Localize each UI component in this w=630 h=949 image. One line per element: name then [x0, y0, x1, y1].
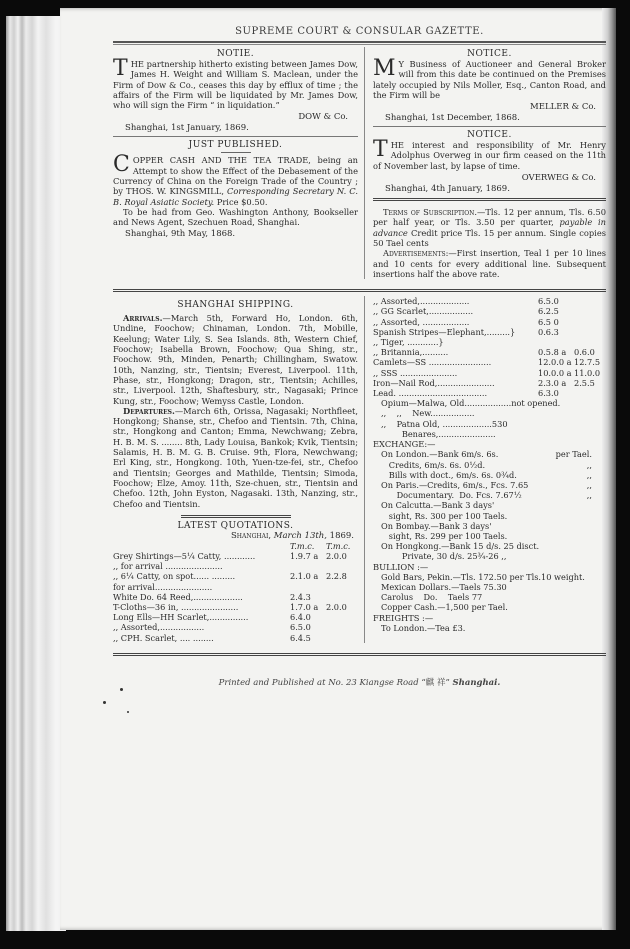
notice-signature: OVERWEG & Co.	[521, 173, 596, 184]
masthead: SUPREME COURT & CONSULAR GAZETTE.	[235, 26, 484, 37]
quote-line: Mexican Dollars.—Taels 75.30	[381, 582, 507, 593]
quote-row: ,, Assorted,................. 6.5.0	[113, 622, 311, 633]
quote-row: T-Cloths—36 in, ...................... 1.7.0 a 2.0.0	[113, 602, 347, 613]
divider	[373, 198, 606, 201]
notice-dateline: Shanghai, 9th May, 1868.	[125, 228, 236, 239]
freights-quotes	[373, 623, 606, 633]
imprint: Printed and Published at No. 23 Kiangse Road “麒 祥” Shanghai.	[218, 677, 501, 688]
quote-line: Carolus Do. Taels 77	[381, 592, 483, 603]
divider	[373, 126, 606, 127]
ink-speck	[103, 701, 106, 704]
quote-row: ,, GG Scarlet,................. 6.2.5	[373, 306, 559, 317]
exchange-quotes	[373, 449, 606, 561]
quotations-right-table	[373, 296, 606, 398]
quote-row: ,, SSS ...................... 10.0.0 a 11.0.0	[373, 367, 601, 378]
small-divider	[221, 152, 251, 153]
opium-quotes	[373, 398, 606, 439]
quote-line: Opium—Malwa, Old..................not opened.	[381, 398, 561, 409]
just-published-notice	[113, 140, 358, 238]
dropcap: T	[113, 56, 128, 81]
quote-row: ,, Tiger, ............}	[373, 336, 444, 347]
quote-line: On Hongkong.—Bank 15 d/s. 25 disct.	[381, 541, 540, 552]
quotations-left-table	[113, 551, 358, 643]
quote-row: Spanish Stripes—Elephant,.........} 0.6.3	[373, 326, 559, 337]
quote-line: To London.—Tea £3.	[381, 622, 466, 633]
overweg-notice	[373, 130, 606, 194]
exchange-title: EXCHANGE:—	[373, 439, 436, 449]
masthead-rule	[113, 41, 606, 45]
quote-row: ,, 6¼ Catty, on spot...... ......... 2.1.0 a 2.2.8	[113, 571, 347, 582]
quote-line: On Bombay.—Bank 3 days'	[381, 520, 492, 531]
notice-title: NOTICE.	[467, 130, 512, 141]
market-left-column	[113, 296, 365, 643]
page-content	[113, 20, 606, 688]
departures: Departures.—March 6th, Orissa, Nagasaki; Northfleet, Hongkong; Shanse, str., Chefoo and Tientsin. 7th, China, str., Hongkong and Canton; Emma, Newchwang; Zebra, H. B. M. S. ........ 8th, Lady Louisa, Bankok; Kvik, Tientsin; Salamis, H. B. M. G. B. Cruise. 9th, Flora, Newchwang; Erl King, str., Hongkong. 10th, Yuen-tze-fei, str., Chefoo and Tientsin; Georges and Mathilde, Tientsin; Simoda, Foochow; Elze, Amoy. 11th, Sze-chuen, str., Tientsin and Chefoo. 12th, John Eyston, Nagasaki. 13th, Nanzing, str., Chefoo and Tientsin.	[113, 405, 358, 509]
dropcap: T	[373, 137, 388, 163]
notice-title: NOTIE.	[216, 49, 255, 59]
gazette-page	[60, 8, 616, 930]
notices-section	[113, 47, 606, 279]
quote-row: Long Ells—HH Scarlet,............... 6.4.0	[113, 612, 311, 623]
dropcap: C	[113, 152, 130, 178]
advertisement-terms: Advertisements:—First insertion, Teal 1 per 10 lines and 10 cents for every additional line. Subsequent insertions half the above rate.	[373, 248, 606, 279]
quote-row: ,, CPH. Scarlet, .... ........ 6.4.5	[113, 632, 311, 643]
quotations-title: LATEST QUOTATIONS.	[177, 520, 294, 531]
market-right-column	[365, 296, 606, 643]
quote-line: Copper Cash.—1,500 per Tael.	[381, 602, 508, 613]
quote-row: Lead. .................................. 6.3.0	[373, 387, 559, 398]
quote-row: ,, for arrival ......................	[113, 561, 223, 572]
freights-title: FREIGHTS :—	[373, 612, 434, 623]
notice-body: C OPPER CASH AND THE TEA TRADE, being an Attempt to show the Effect of the Debasement of the Currency of China on the Foreign Trade of the Country ; by THOS. W. KINGSMILL, Corresponding Secretary N. C. B. Royal Asiatic Society. Price $0.50.	[113, 152, 358, 207]
quote-line: Gold Bars, Pekin.—Tls. 172.50 per Tls.10 weight.	[381, 571, 585, 582]
quote-line: On Calcutta.—Bank 3 days'	[381, 500, 495, 511]
quote-line: ,, Patna Old, ...................530	[381, 418, 508, 429]
book-page-edges	[6, 16, 66, 931]
bullion-quotes	[373, 572, 606, 613]
notice-availability: To be had from Geo. Washington Anthony, Bookseller and News Agent, Szechuen Road, Shanghai.	[113, 206, 358, 228]
quote-row: ,, Assorted,................... 6.5.0	[373, 296, 559, 307]
quote-row: ,, Assorted, .................. 6.5 0	[373, 316, 559, 327]
quote-row: White Do. 64 Reed,................... 2.4.3	[113, 591, 311, 602]
market-section	[113, 296, 606, 643]
section-divider	[113, 653, 606, 656]
notice-body: T HE interest and responsibility of Mr. Henry Adolphus Overweg in our firm ceased on the 11th of November last, by lapse of time.	[373, 137, 606, 171]
meller-notice	[373, 49, 606, 123]
subscription-terms: Terms of Subscription.—Tls. 12 per annum, Tls. 6.50 per half year, or Tls. 3.50 per quarter, payable in advance Credit price Tls. 15 per annum. Single copies 50 Tael cents	[373, 207, 606, 248]
quote-line: On London.—Bank 6m/s. 6s. per Tael.	[381, 449, 592, 460]
quotations-dateline: Shanghai, March 13th, 1869.	[230, 530, 354, 541]
quote-row: for arrival......................	[113, 581, 213, 592]
quote-line: On Paris.—Credits, 6m/s., Fcs. 7.65 ,,	[381, 479, 592, 490]
quote-line: Bills with doct., 6m/s. 6s. 0¾d. ,,	[381, 469, 592, 480]
notices-left-column	[113, 47, 365, 279]
notice-signature: MELLER & Co.	[530, 102, 596, 113]
quote-line: Benares,......................	[381, 428, 496, 439]
units-header: T.m.c. T.m.c.	[290, 540, 351, 551]
quote-row: ,, Britannia,.......... 0.5.8 a 0.6.0	[373, 347, 595, 358]
notice-dateline: Shanghai, 1st December, 1868.	[385, 113, 520, 124]
quote-row: Camlets—SS ........................ 12.0.0 a 12.7.5	[373, 357, 601, 368]
quote-line: ,, ,, New.................	[381, 408, 475, 419]
notice-signature: DOW & Co.	[298, 112, 348, 123]
notice-dateline: Shanghai, 1st January, 1869.	[125, 123, 249, 134]
bullion-title: BULLION :—	[373, 561, 429, 572]
shipping-title: SHANGHAI SHIPPING.	[177, 300, 294, 311]
quote-row: Iron—Nail Rod,...................... 2.3.0 a 2.5.5	[373, 377, 595, 388]
dropcap: M	[373, 56, 396, 81]
notices-right-column	[365, 47, 606, 279]
quote-line: Documentary. Do. Fcs. 7.67½ ,,	[381, 490, 592, 501]
ink-speck	[120, 688, 123, 691]
notice-title: JUST PUBLISHED.	[188, 140, 283, 151]
notice-body: T HE partnership hitherto existing between James Dow, James H. Weight and William S. Maclean, under the Firm of Dow & Co., ceases this day by efflux of time ; the affairs of the Firm will be liquidated by Mr. James Dow, who will sign the Firm “ in liquidation.”	[113, 56, 358, 111]
terms-section	[373, 207, 606, 279]
ink-speck	[127, 711, 129, 713]
notice-title: NOTICE.	[467, 49, 512, 59]
quote-line: Private, 30 d/s. 25¾-26 ,,	[381, 551, 507, 562]
quote-line: sight, Rs. 300 per 100 Taels.	[381, 510, 508, 521]
notice-body: M Y Business of Auctioneer and General Broker will from this date be continued on the Premises lately occupied by Nils Moller, Esq., Canton Road, and the Firm will be	[373, 56, 606, 100]
quote-line: sight, Rs. 299 per 100 Taels.	[381, 530, 508, 541]
quote-row: Grey Shirtings—5¼ Catty, ............ 1.9.7 a 2.0.0	[113, 551, 347, 561]
notie-notice	[113, 49, 358, 133]
arrivals: Arrivals.—March 5th, Forward Ho, London. 6th, Undine, Foochow; Chinaman, London. 7th, Mobille, Keelung; Water Lily, S. Sea Islands. 8th, Western Chief, Foochow; Isabella Brown, Foochow; Qua Shing, str., Foochow. 9th, Minden, Penarth; Chillingham, Swatow. 10th, Nanzing, str., Tientsin; Everest, Liverpool. 11th, Phase, str., Hongkong; Dragon, str., Tientsin; Achilles, str., Liverpool. 12th, Shaftesbury, str., Nagasaki; Prince Kung, str., Foochow; Wemyss Castle, London.	[113, 313, 358, 406]
notice-dateline: Shanghai, 4th January, 1869.	[385, 184, 510, 195]
quote-line: Credits, 6m/s. 6s. 0½d. ,,	[381, 459, 592, 470]
divider	[181, 515, 291, 518]
divider	[113, 136, 358, 137]
section-divider	[113, 289, 606, 292]
